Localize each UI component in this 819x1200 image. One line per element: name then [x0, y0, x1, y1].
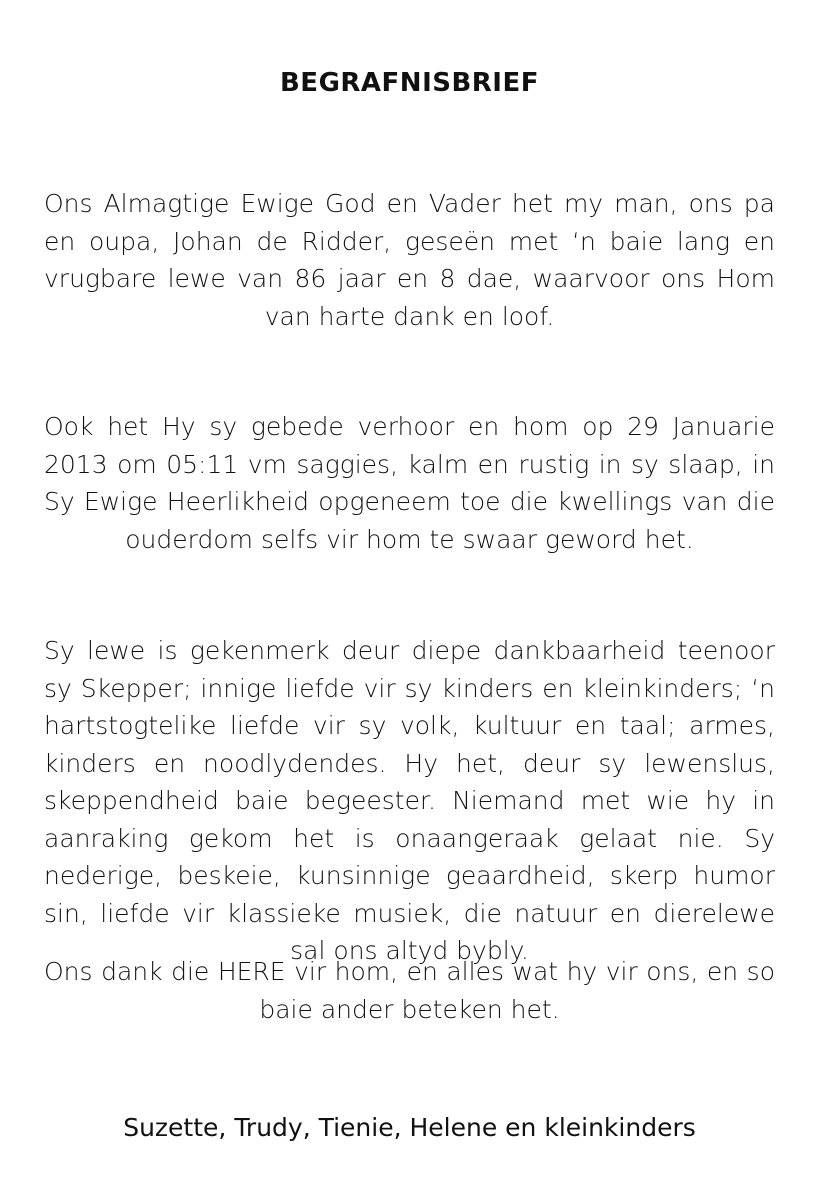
- page-title: BEGRAFNISBRIEF: [279, 68, 539, 98]
- paragraph-life-tribute: Sy lewe is gekenmerk deur diepe dankbaarheid teenoor sy Skepper; innige liefde vir sy kinders en kleinkinders; ‘n hartstogtelike liefde vir sy volk, kultuur en taal; armes, kinders en noodlydendes. Hy het, deur sy lewenslus, skeppendheid baie begeester. Niemand met wie hy in aanraking gekom het is onaangeraak gelaat nie. Sy nederige, beskeie, kunsinnige geaardheid, skerp humor sin, liefde vir klassieke musiek, die natuur en dierelewe sal ons altyd bybly.: [44, 636, 775, 965]
- paragraph-announcement: Ons Almagtige Ewige God en Vader het my man, ons pa en oupa, Johan de Ridder, geseën met ‘n baie lang en vrugbare lewe van 86 jaar en 8 dae, waarvoor ons Hom van harte dank en loof.: [44, 189, 775, 331]
- paragraph-thanks: Ons dank die HERE vir hom, en alles wat hy vir ons, en so baie ander beteken het.: [44, 957, 775, 1024]
- paragraph-passing: Ook het Hy sy gebede verhoor en hom op 29 Januarie 2013 om 05:11 vm saggies, kalm en rustig in sy slaap, in Sy Ewige Heerlikheid opgeneem toe die kwellings van die ouderdom selfs vir hom te swaar geword het.: [44, 412, 775, 554]
- signature-line: Suzette, Trudy, Tienie, Helene en kleinkinders: [123, 1113, 696, 1142]
